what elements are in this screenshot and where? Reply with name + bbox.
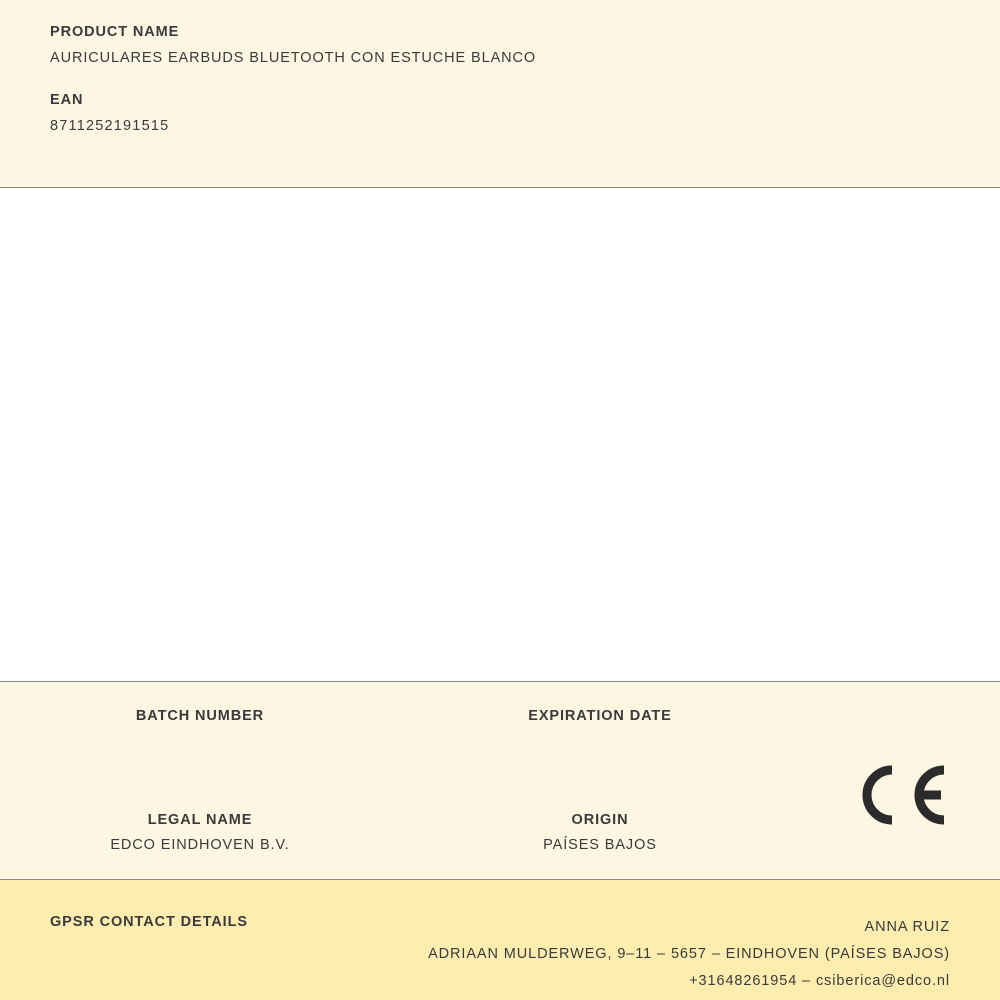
product-name-group bbox=[50, 24, 950, 66]
expiration-date-cell bbox=[400, 708, 800, 750]
gpsr-contact-phone-email bbox=[428, 968, 950, 995]
expiration-date-value bbox=[400, 733, 800, 750]
product-header-section bbox=[0, 0, 1000, 188]
gpsr-contact-separator: – bbox=[797, 973, 816, 989]
product-name-label: PRODUCT NAME bbox=[50, 24, 180, 40]
legal-name-value: EDCO EINDHOVEN B.V. bbox=[110, 837, 290, 853]
ce-mark-icon bbox=[856, 760, 948, 830]
info-row-legal bbox=[0, 812, 800, 854]
gpsr-contact-name: ANNA RUIZ bbox=[864, 919, 950, 935]
origin-value: PAÍSES BAJOS bbox=[543, 837, 657, 853]
ean-label: EAN bbox=[50, 92, 84, 108]
gpsr-contact-email[interactable]: csiberica@edco.nl bbox=[816, 973, 950, 989]
origin-label: ORIGIN bbox=[571, 812, 629, 828]
gpsr-contact-address: ADRIAAN MULDERWEG, 9–11 – 5657 – EINDHOVEN (PAÍSES BAJOS) bbox=[428, 946, 950, 962]
ean-group bbox=[50, 92, 950, 134]
ean-value: 8711252191515 bbox=[50, 118, 170, 134]
gpsr-contact-details bbox=[428, 914, 950, 995]
batch-number-cell bbox=[0, 708, 400, 750]
batch-number-label: BATCH NUMBER bbox=[135, 708, 265, 724]
legal-name-label: LEGAL NAME bbox=[147, 812, 253, 828]
origin-cell bbox=[400, 812, 800, 854]
product-info-section bbox=[0, 682, 1000, 880]
legal-name-cell bbox=[0, 812, 400, 854]
expiration-date-label: EXPIRATION DATE bbox=[528, 708, 672, 724]
batch-number-value bbox=[0, 733, 400, 750]
gpsr-contact-phone: +31648261954 bbox=[689, 973, 798, 989]
product-image-area bbox=[0, 188, 1000, 682]
info-row-batch bbox=[0, 708, 800, 750]
gpsr-footer-section bbox=[0, 880, 1000, 1000]
gpsr-contact-label: GPSR CONTACT DETAILS bbox=[50, 914, 248, 930]
product-name-value: AURICULARES EARBUDS BLUETOOTH CON ESTUCHE BLANCO bbox=[50, 50, 537, 66]
